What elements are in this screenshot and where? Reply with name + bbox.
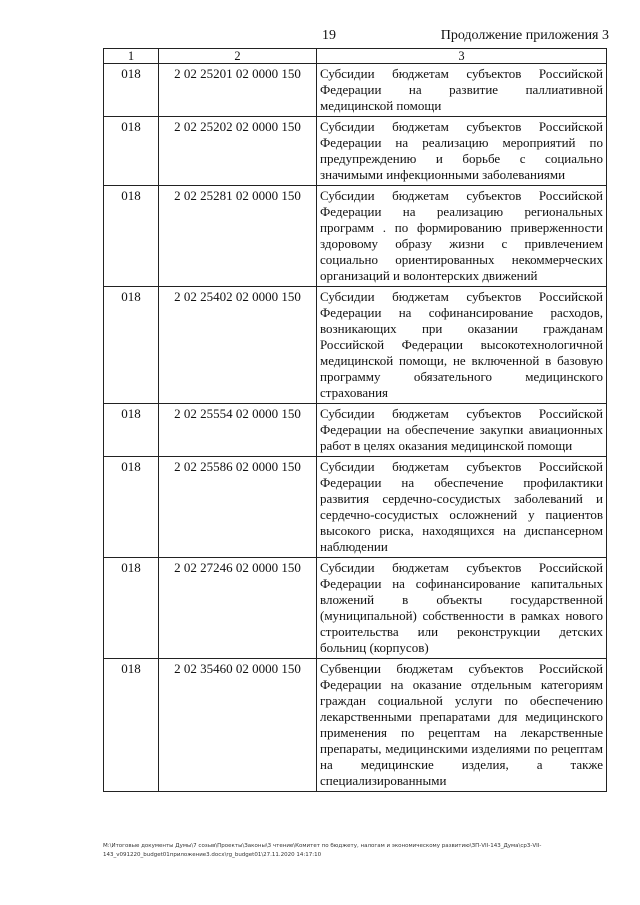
description-cell: Субсидии бюджетам субъектов Российской Федерации на обеспечение закупки авиационных работ в целях оказания медицинской помощи (317, 404, 607, 457)
table-row (104, 659, 607, 792)
table-row (104, 117, 607, 186)
admin-code-cell: 018 (104, 659, 159, 792)
table-row (104, 287, 607, 404)
description-cell: Субсидии бюджетам субъектов Российской Федерации на софинансирование расходов, возникающих при оказании гражданам Российской Федерации высокотехнологичной медицинской помощи, не включенной в базовую программу обязательного медицинского страхования (317, 287, 607, 404)
description-cell: Субсидии бюджетам субъектов Российской Федерации на реализацию мероприятий по предупреждению и борьбе с социально значимыми инфекционными заболеваниями (317, 117, 607, 186)
description-cell: Субвенции бюджетам субъектов Российской Федерации на оказание отдельным категориям граждан социальной услуги по обеспечению лекарственными препаратами для медицинского применения по рецептам на лекарственные препараты, медицинскими изделиями по рецептам на медицинские изделия, а также специализированными (317, 659, 607, 792)
budget-code-cell: 2 02 25202 02 0000 150 (159, 117, 317, 186)
file-path-footer: М:\Итоговые документы Думы\7 созыв\Проекты\Законы\3 чтение\Комитет по бюджету, налогам и экономическому развитию\ЗП-VII-143_Дума\ср3-VII-143_v091220_budget01приложение3.docx\rg_budget01\27.11.2020 14:17:10 (103, 843, 542, 858)
admin-code-cell: 018 (104, 558, 159, 659)
description-cell: Субсидии бюджетам субъектов Российской Федерации на обеспечение профилактики развития сердечно-сосудистых заболеваний и сердечно-сосудистых осложнений у пациентов высокого риска, находящихся на диспансерном наблюдении (317, 457, 607, 558)
admin-code-cell: 018 (104, 64, 159, 117)
admin-code-cell: 018 (104, 287, 159, 404)
column-header: 3 (317, 49, 607, 64)
description-cell: Субсидии бюджетам субъектов Российской Федерации на реализацию региональных программ . по формированию приверженности здоровому образу жизни с привлечением социально ориентированных некоммерческих организаций и волонтерских движений (317, 186, 607, 287)
page-number: 19 (322, 28, 336, 43)
budget-code-cell: 2 02 25554 02 0000 150 (159, 404, 317, 457)
table-row (104, 186, 607, 287)
table-row (104, 404, 607, 457)
budget-code-cell: 2 02 25402 02 0000 150 (159, 287, 317, 404)
appendix-note: Продолжение приложения 3 (440, 28, 609, 43)
description-cell: Субсидии бюджетам субъектов Российской Федерации на развитие паллиативной медицинской помощи (317, 64, 607, 117)
admin-code-cell: 018 (104, 186, 159, 287)
admin-code-cell: 018 (104, 404, 159, 457)
admin-code-cell: 018 (104, 457, 159, 558)
budget-code-cell: 2 02 25586 02 0000 150 (159, 457, 317, 558)
table-row (104, 558, 607, 659)
table-row (104, 64, 607, 117)
budget-code-cell: 2 02 25281 02 0000 150 (159, 186, 317, 287)
budget-code-cell: 2 02 25201 02 0000 150 (159, 64, 317, 117)
budget-code-cell: 2 02 35460 02 0000 150 (159, 659, 317, 792)
description-cell: Субсидии бюджетам субъектов Российской Федерации на софинансирование капитальных вложений в объекты государственной (муниципальной) собственности в рамках нового строительства или реконструкции детских больниц (корпусов) (317, 558, 607, 659)
column-header: 2 (159, 49, 317, 64)
budget-code-cell: 2 02 27246 02 0000 150 (159, 558, 317, 659)
admin-code-cell: 018 (104, 117, 159, 186)
budget-codes-table (103, 48, 607, 792)
table-row (104, 457, 607, 558)
table-header-row (104, 49, 607, 64)
column-header: 1 (104, 49, 159, 64)
